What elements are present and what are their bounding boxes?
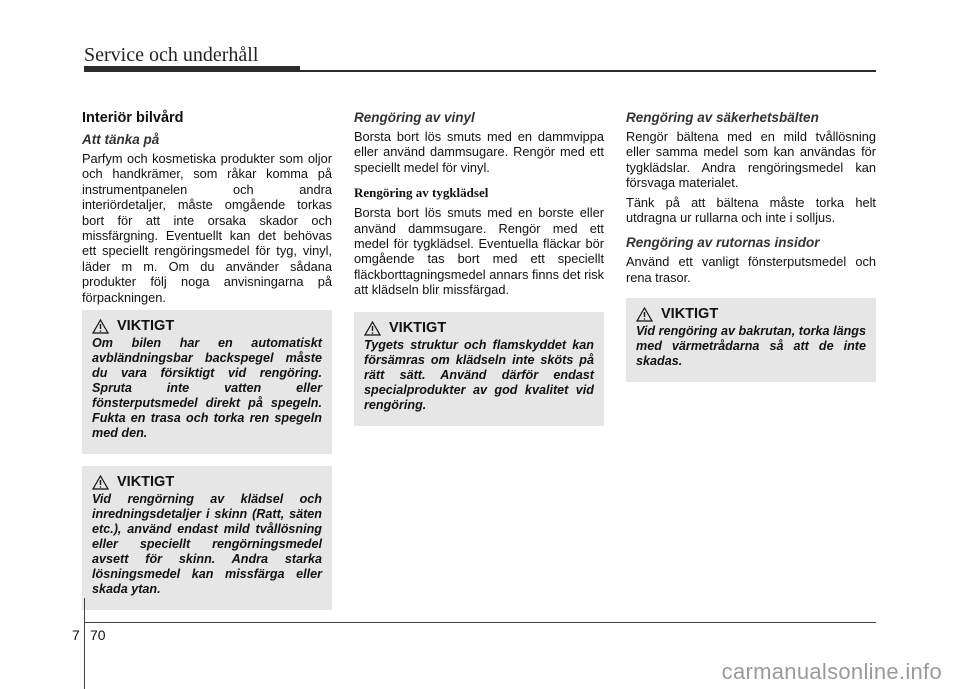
- paragraph-seatbelt-cleaning: Rengör bältena med en mild tvållösning eller samma medel som kan användas för tygklädslar. Andra rengöringsmedel kan försvaga materialet.: [626, 129, 876, 191]
- warning-text-leather: Vid rengörning av klädsel och inredningsdetaljer i skinn (Ratt, säten etc.), använd endast mild tvållösning eller speciellt rengörningsmedel avsett för skinn. Andra starka lösningsmedel kan missfärga eller skada ytan.: [92, 492, 322, 596]
- warning-box-mirror: [82, 310, 332, 454]
- page-header-title: Service och underhåll: [84, 44, 259, 66]
- watermark: carmanualsonline.info: [721, 659, 942, 684]
- warning-box-rear-window: [626, 298, 876, 382]
- subheading-window-cleaning: Rengöring av rutornas insidor: [626, 235, 820, 251]
- warning-triangle-icon: [364, 321, 381, 336]
- header-rule-thick: [84, 66, 300, 72]
- subheading-things-to-consider: Att tänka på: [82, 132, 160, 147]
- section-heading-interior-care: Interiör bilvård: [82, 110, 184, 126]
- warning-triangle-icon: [92, 475, 109, 490]
- subheading-seatbelt-cleaning: Rengöring av säkerhetsbälten: [626, 110, 819, 125]
- warning-label: VIKTIGT: [389, 320, 447, 336]
- column-belts-windows: [626, 110, 876, 295]
- header-rule-thin: [300, 70, 876, 72]
- warning-triangle-icon: [92, 319, 109, 334]
- column-interior-care: [82, 110, 332, 315]
- warning-label: VIKTIGT: [661, 306, 719, 322]
- subheading-vinyl-cleaning: Rengöring av vinyl: [354, 110, 475, 125]
- warning-text-fabric: Tygets struktur och flamskyddet kan försämras om klädseln inte sköts på rätt sätt. Använd därför endast specialprodukter av god kvalitet vid rengöring.: [364, 338, 594, 412]
- paragraph-perfume-cosmetics: Parfym och kosmetiska produkter som oljor och handkrämer, som råkar komma på instrumentpanelen och andra interiördetaljer, måste omgående torkas bort för att inte orsaka skador och missfärgning. Eventuellt kan det behövas ett speciellt rengöringsmedel för tyg, vinyl, läder m m. Om du använder sådana produkter följ noga anvisningarna på förpackningen.: [82, 151, 332, 305]
- footer-vertical-rule: [84, 598, 85, 689]
- warning-label: VIKTIGT: [117, 474, 175, 490]
- warning-box-leather: [82, 466, 332, 610]
- page-number: 70: [90, 627, 106, 643]
- chapter-number: 7: [72, 627, 80, 643]
- warning-box-fabric: [354, 312, 604, 426]
- paragraph-window-cleaning: Använd ett vanligt fönsterputsmedel och rena trasor.: [626, 254, 876, 285]
- warning-label: VIKTIGT: [117, 318, 175, 334]
- paragraph-fabric-cleaning: Borsta bort lös smuts med en borste eller använd dammsugare. Rengör med ett medel för tygklädsel. Eventuella fläckar bör omgående tas bort med ett speciellt fläckborttagningsmedel annars finns det risk att klädseln blir missfärgad.: [354, 205, 604, 298]
- paragraph-seatbelt-drying: Tänk på att bältena måste torka helt utdragna ur rullarna och inte i solljus.: [626, 194, 876, 226]
- warning-text-rear-window: Vid rengöring av bakrutan, torka längs med värmetrådarna så att de inte skadas.: [636, 324, 866, 368]
- footer-horizontal-rule: [84, 622, 876, 623]
- warning-triangle-icon: [636, 307, 653, 322]
- paragraph-vinyl-cleaning: Borsta bort lös smuts med en dammvippa eller använd dammsugare. Rengör med ett speciellt medel för vinyl.: [354, 129, 604, 175]
- warning-text-mirror: Om bilen har en automatiskt avbländningsbar backspegel måste du vara försiktigt vid rengöring. Spruta inte vatten eller fönsterputsmedel direkt på spegeln. Fukta en trasa och torka ren spegeln med den.: [92, 336, 322, 440]
- subheading-fabric-cleaning: Rengöring av tygklädsel: [354, 185, 489, 201]
- column-vinyl-fabric: [354, 110, 604, 308]
